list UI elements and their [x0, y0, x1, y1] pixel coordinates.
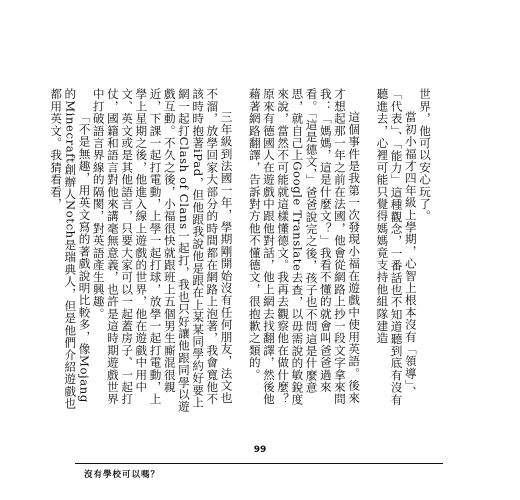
running-title: 沒有學校可以嗎？: [84, 470, 161, 480]
paragraph: 這個事件是我第一次發現小福在遊戲中使用英語。後來才想起那一年之前在法國，他會從網路上抄一段文字拿來問我：「媽媽，這是什麼文？」我看不懂的就會叫爸爸過來看。「這是德文，」爸爸說完之後，孩子也不問這是什麼意思，就自己上Google Translate去查，以毋需說的敏銳度來說，當然不可能就這樣懂德文。我再去觀察他在做什麼？原來有德國人在遊戲中跟他對話，他上網去找翻譯，然後他藉著網路翻譯，告訴對方他不懂德文，很抱歉之類的。: [247, 88, 362, 406]
footer-divider: [75, 463, 443, 464]
paragraph: 三年級到法國一年，學期剛開始沒有任何朋友，法文也不溜，放學回家大部分的時間都在網路上泡著，我會寬他不該時時抱著iPad，但他跟我說他是跟在上某某同學約好要上網一起打Clash of Clans一起打，我也只好讓他跟同學以遊戲互動。不久之後，小福很快就跟班上五個男生廝混很親近，下課一起打電動，上學一起打球，放學一起打電動，上學上星期之後，他進入線上遊戲的世界，他在遊戲中用中文、英文或是其他語言，只要大家可以一起蓋房子、一起打仗，國籍和語言對他來講毫無意義，也許是這時期遊戲世界中打破語言界線的隔閡，對英語產生興趣。: [91, 88, 234, 413]
paragraph: 當初小福才四年級上學期，心智上根本沒有「領導」、「代表」、「能力」這種觀念，一番話也不知道聽到底有沒有聽進去，心裡可能只覺得媽媽竟支持他組隊建造: [375, 88, 418, 406]
page-number: 99: [253, 445, 267, 455]
paragraph: 「不是無趣，用英文寫的著戲說明比較多，像Mojang的Minecraft創辦人Notch是瑞典人，但是他們介紹遊戲也都用英文。我猜看看，: [49, 88, 92, 410]
body-text: [49, 88, 432, 413]
paragraph: 世界，他可以安心玩了。: [418, 88, 432, 223]
